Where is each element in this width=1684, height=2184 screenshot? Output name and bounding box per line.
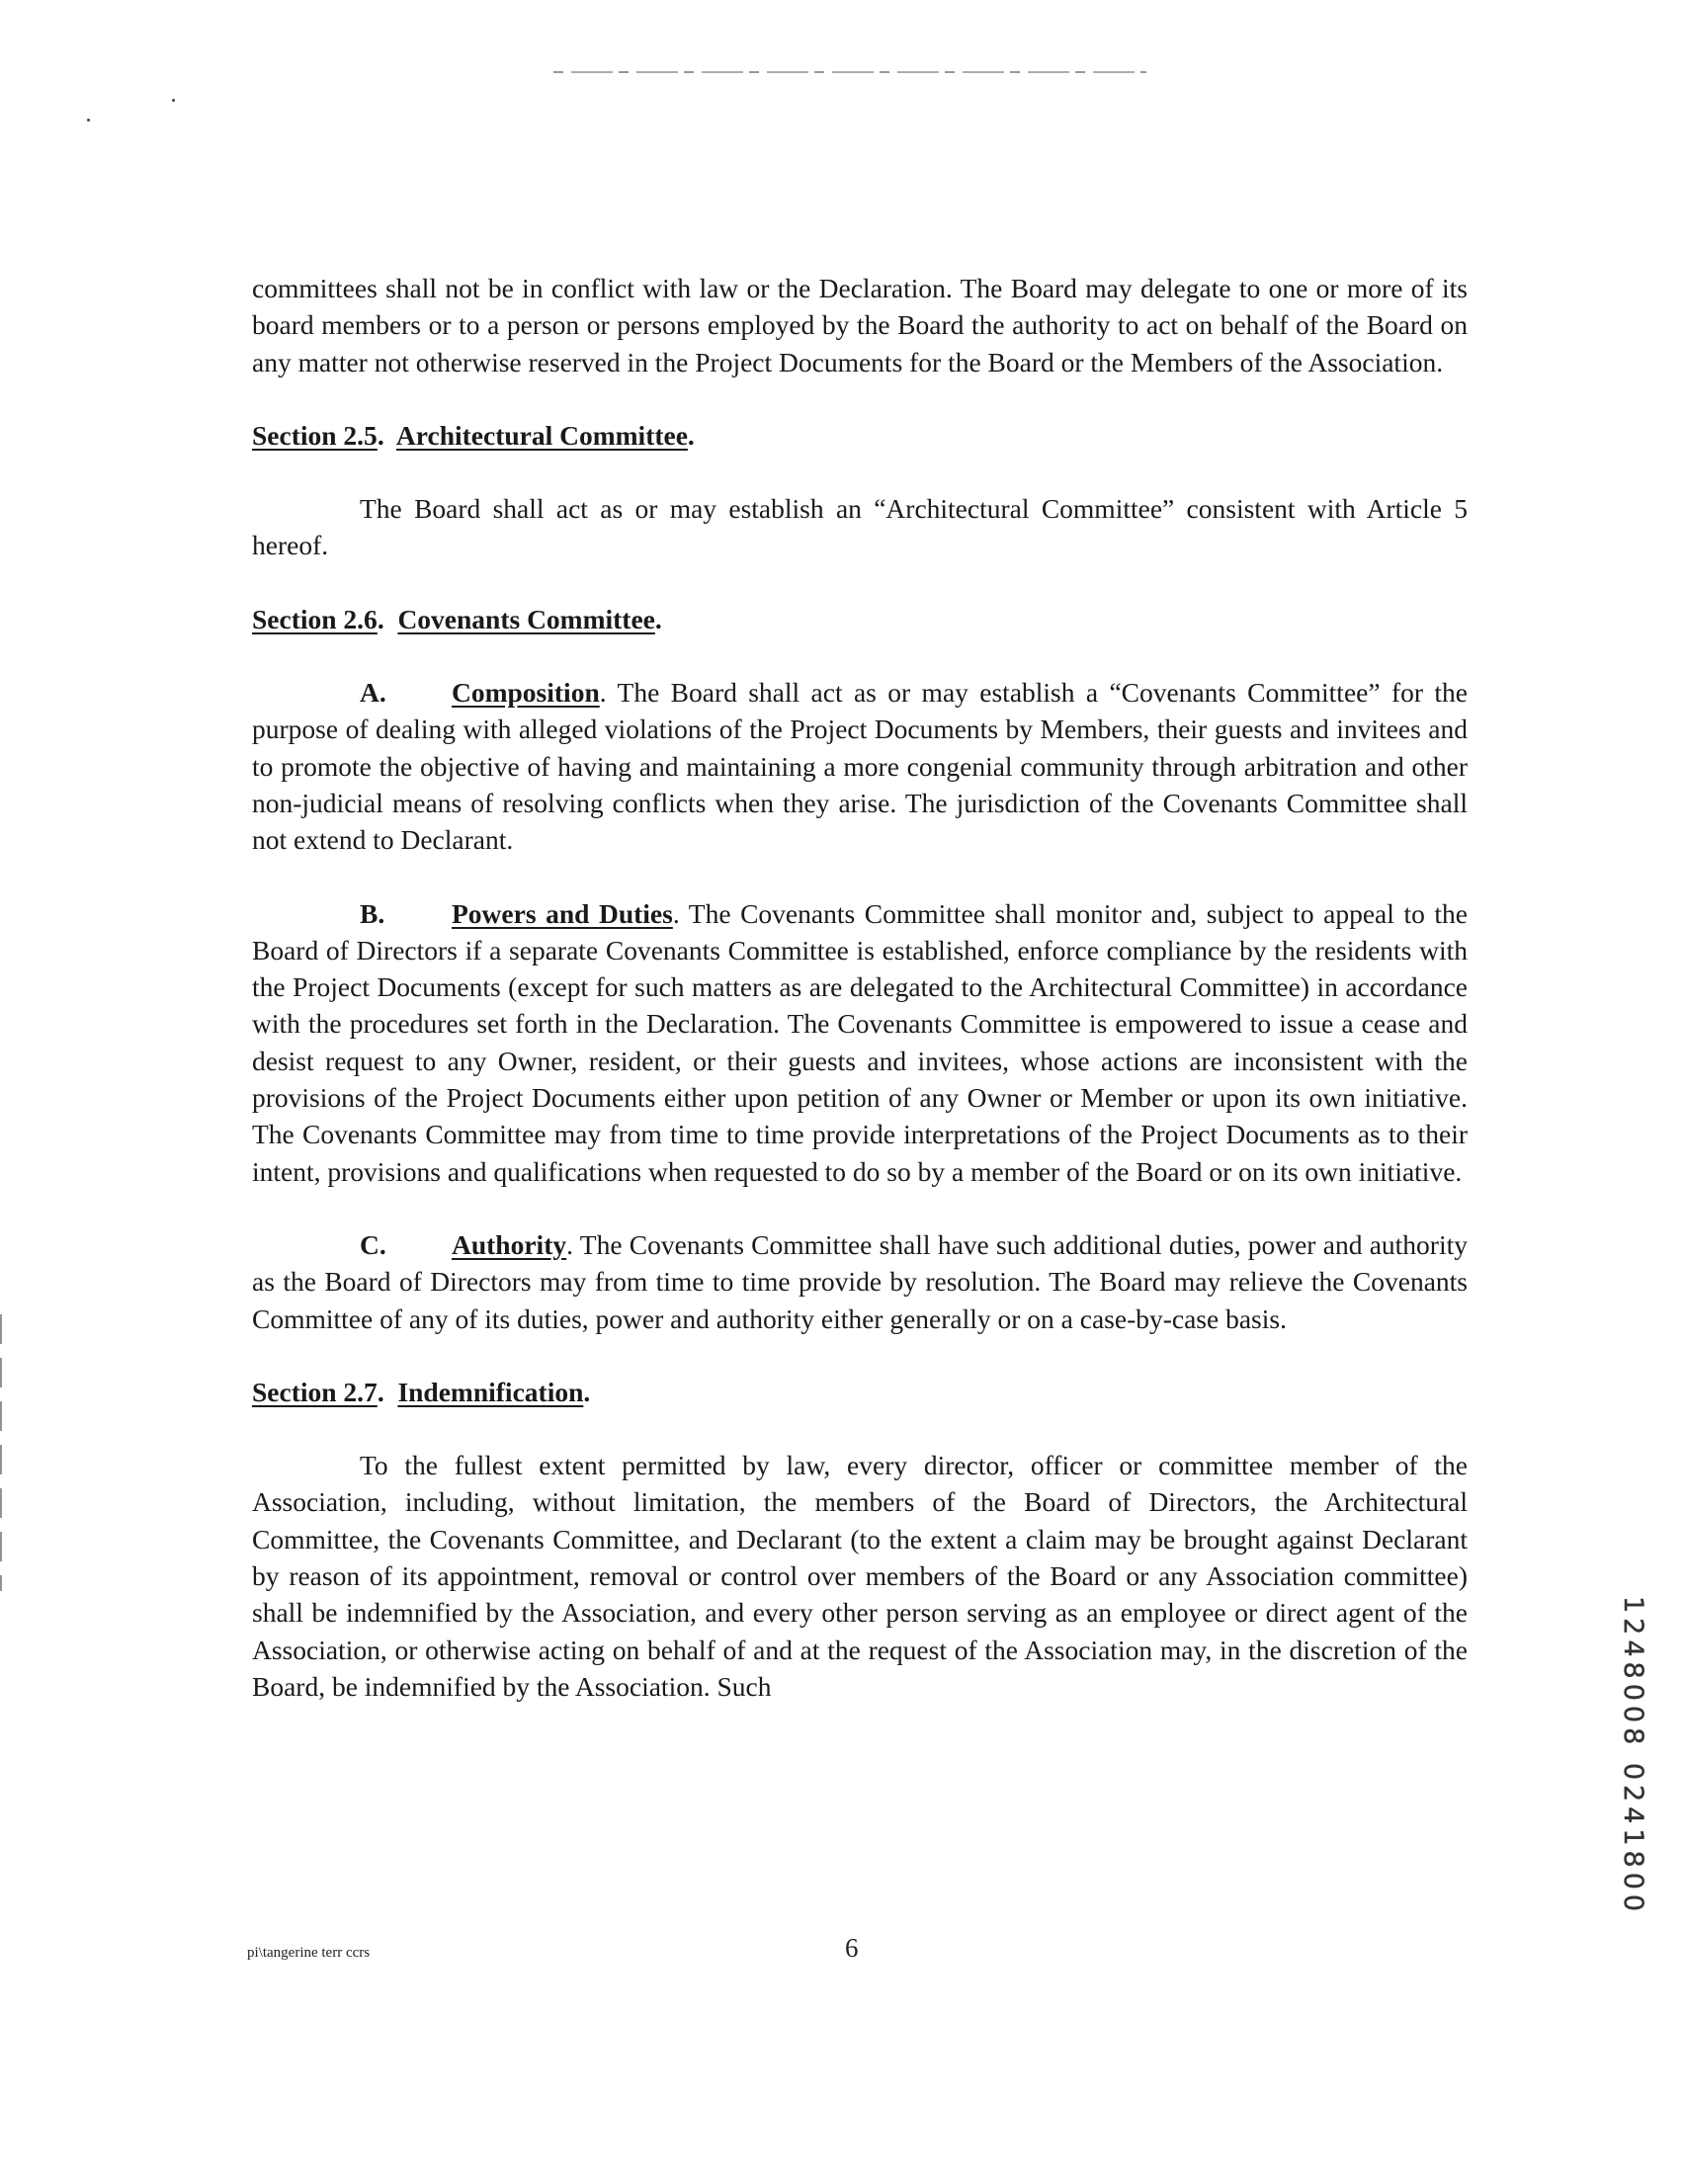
section-2-5-body: The Board shall act as or may establish an “Architectural Committee” consistent with Article 5 hereof. [252,493,1468,561]
section-number: Section 2.5 [252,419,378,451]
section-title: Architectural Committee [395,419,688,451]
footer-file-reference: pi\tangerine terr ccrs [247,1945,371,1961]
subsection-letter: A. [360,677,386,709]
subsection-title: Authority [452,1228,567,1260]
section-2-6-heading: Section 2.6. Covenants Committee. [252,603,662,634]
section-number: Section 2.6 [252,603,378,634]
page-number: 6 [845,1933,859,1963]
section-number: Section 2.7 [252,1376,378,1407]
subsection-body: The Covenants Committee shall monitor and, subject to appeal to the Board of Directors if a separate Covenants Committee is established, enforce compliance by the residents with the Project Documents (except for such matters as are delegated to the Architectural Committee) in accordance with the procedures set forth in the Declaration. The Covenants Committee is empowered to issue a cease and desist request to any Owner, resident, or their guests and invitees, whose actions are inconsistent with the provisions of the Project Documents either upon petition of any Owner or Member or upon its own initiative. The Covenants Committee may from time to time provide interpretations of the Project Documents as to their intent, provisions and qualifications when requested to do so by a member of the Board or on its own initiative. [252,897,1468,1187]
bates-stamp-text: 1248008 0241800 [1618,1596,1648,1917]
document-body [252,270,1468,1705]
intro-paragraph: committees shall not be in conflict with law or the Declaration. The Board may delegate to one or more of its board members or to a person or persons employed by the Board the authority to act on behalf of the Board on any matter not otherwise reserved in the Project Documents for the Board or the Members of the Association. [252,273,1468,378]
section-2-7-heading: Section 2.7. Indemnification. [252,1376,591,1407]
subsection-b: B. Powers and Duties. The Covenants Committee shall monitor and, subject to appeal to the Board of Directors if a separate Covenants Committee is established, enforce compliance by the residents with the Project Documents (except for such matters as are delegated to the Architectural Committee) in accordance with the procedures set forth in the Declaration. The Covenants Committee is empowered to issue a cease and desist request to any Owner, resident, or their guests and invitees, whose actions are inconsistent with the provisions of the Project Documents either upon petition of any Owner or Member or upon its own initiative. The Covenants Committee may from time to time provide interpretations of the Project Documents as to their intent, provisions and qualifications when requested to do so by a member of the Board or on its own initiative. [252,895,1468,1190]
subsection-c: C. Authority. The Covenants Committee shall have such additional duties, power and authority as the Board of Directors may from time to time provide by resolution. The Board may relieve the Covenants Committee of any of its duties, power and authority either generally or on a case-by-case basis. [252,1226,1468,1337]
subsection-letter: B. [360,897,385,929]
subsection-letter: C. [360,1228,386,1260]
scan-artifact-dot [87,119,90,122]
subsection-title: Composition [452,677,600,709]
subsection-body: The Covenants Committee shall have such additional duties, power and authority as the Board of Directors may from time to time provide by resolution. The Board may relieve the Covenants Committee of any of its duties, power and authority either generally or on a case-by-case basis. [252,1228,1468,1334]
subsection-a: A. Composition. The Board shall act as or may establish a “Covenants Committee” for the purpose of dealing with alleged violations of the Project Documents by Members, their guests and invitees and to promote the objective of having and maintaining a more congenial community through arbitration and other non-judicial means of resolving conflicts when they arise. The jurisdiction of the Covenants Committee shall not extend to Declarant. [252,674,1468,858]
section-title: Indemnification [397,1376,584,1407]
section-2-5-heading: Section 2.5. Architectural Committee. [252,419,695,451]
subsection-body: The Board shall act as or may establish a “Covenants Committee” for the purpose of dealing with alleged violations of the Project Documents by Members, their guests and invitees and to promote the objective of having and maintaining a more congenial community through arbitration and other non-judicial means of resolving conflicts when they arise. The jurisdiction of the Covenants Committee shall not extend to Declarant. [252,677,1468,856]
bates-stamp [1609,1596,1648,1917]
scan-artifact-dot [172,99,175,102]
section-title: Covenants Committee [397,603,655,634]
subsection-title: Powers and Duties [452,897,673,929]
scan-artifact-edge [0,1314,2,1591]
section-2-7-body: To the fullest extent permitted by law, every director, officer or committee member of the Association, including, without limitation, the members of the Board of Directors, the Architectural Committee, the Covenants Committee, and Declarant (to the extent a claim may be brought against Declarant by reason of its appointment, removal or control over members of the Board or any Association committee) shall be indemnified by the Association, and every other person serving as an employee or direct agent of the Association, or otherwise acting on behalf of and at the request of the Association may, in the discretion of the Board, be indemnified by the Association. Such [252,1450,1468,1702]
scan-artifact-top [553,71,1146,73]
